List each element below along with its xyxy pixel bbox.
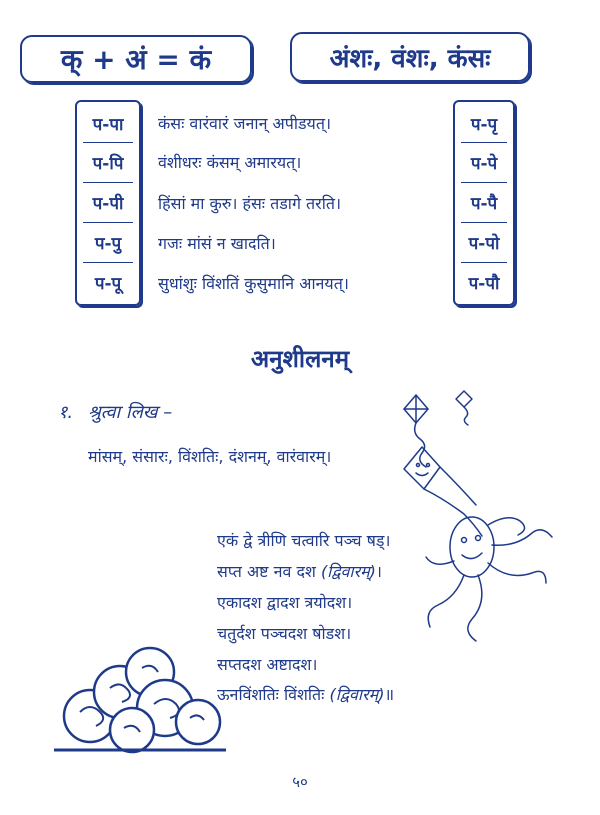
syllable-column-left	[75, 100, 141, 306]
syllable-right-2: प-पे	[470, 154, 498, 174]
example-words-box	[290, 32, 530, 82]
equation-box	[20, 35, 252, 83]
divider	[83, 222, 133, 223]
syllable-left-4: प-पु	[94, 234, 122, 254]
syllable-left-3: प-पी	[92, 194, 124, 214]
section-heading: अनुशीलनम्	[250, 345, 350, 373]
counting-line-3	[217, 591, 352, 613]
counting-text: एकादश द्वादश त्रयोदश।	[217, 593, 353, 612]
line-end-mark: ।	[375, 562, 382, 581]
exercise-title: श्रुत्वा लिख –	[88, 402, 173, 423]
divider	[461, 262, 507, 263]
counting-line-2	[217, 560, 382, 582]
repeat-note: (द्विवारम्)	[329, 685, 385, 704]
syllable-left-1: प-पा	[92, 115, 124, 135]
line-end-mark: ॥	[384, 685, 395, 704]
small-kite-icon	[456, 391, 472, 407]
syllable-left-5: प-पू	[94, 274, 122, 294]
sentence-1: कंसः वारंवारं जनान् अपीडयत्।	[158, 114, 332, 133]
syllable-right-3: प-पै	[470, 194, 498, 214]
counting-line-6	[217, 683, 394, 705]
kite-illustration	[380, 385, 590, 645]
dictation-words: मांसम्, संसारः, विंशतिः, दंशनम्, वारंवारम्।	[88, 447, 332, 466]
divider	[83, 182, 133, 183]
counting-text: चतुर्दश पञ्चदश षोडश।	[217, 624, 352, 643]
syllable-left-2: प-पि	[92, 154, 124, 174]
counting-text: ऊनविंशतिः विंशतिः	[217, 685, 330, 704]
divider	[461, 142, 507, 143]
counting-line-5	[217, 653, 317, 675]
counting-line-1	[217, 529, 391, 551]
sentence-5: सुधांशुः विंशतिं कुसुमानि आनयत्।	[158, 274, 349, 293]
syllable-right-4: प-पो	[468, 234, 500, 254]
counting-line-4	[217, 622, 351, 644]
divider	[461, 182, 507, 183]
bush-illustration	[50, 632, 230, 754]
equation-text: क् + अं = कं	[60, 43, 212, 76]
syllable-right-1: प-पृ	[470, 115, 498, 135]
divider	[461, 222, 507, 223]
divider	[83, 262, 133, 263]
counting-text: सप्त अष्ट नव दश	[217, 562, 321, 581]
example-words-text: अंशः, वंशः, कंसः	[329, 44, 491, 74]
repeat-note: (द्विवारम्)	[320, 562, 376, 581]
syllable-right-5: प-पौ	[468, 274, 500, 294]
syllable-column-right	[453, 100, 515, 306]
sentence-3: हिंसां मा कुरु। हंसः तडागे तरति।	[158, 194, 342, 213]
sentence-4: गजः मांसं न खादति।	[158, 234, 276, 253]
counting-text: एकं द्वे त्रीणि चत्वारि पञ्च षड्।	[217, 531, 391, 550]
counting-text: सप्तदश अष्टादश।	[217, 655, 318, 674]
smiling-kite-icon	[450, 517, 494, 577]
divider	[83, 142, 133, 143]
sentence-2: वंशीधरः कंसम् अमारयत्।	[158, 153, 302, 172]
exercise-number: १.	[58, 402, 74, 423]
page-number: ५०	[292, 773, 308, 791]
